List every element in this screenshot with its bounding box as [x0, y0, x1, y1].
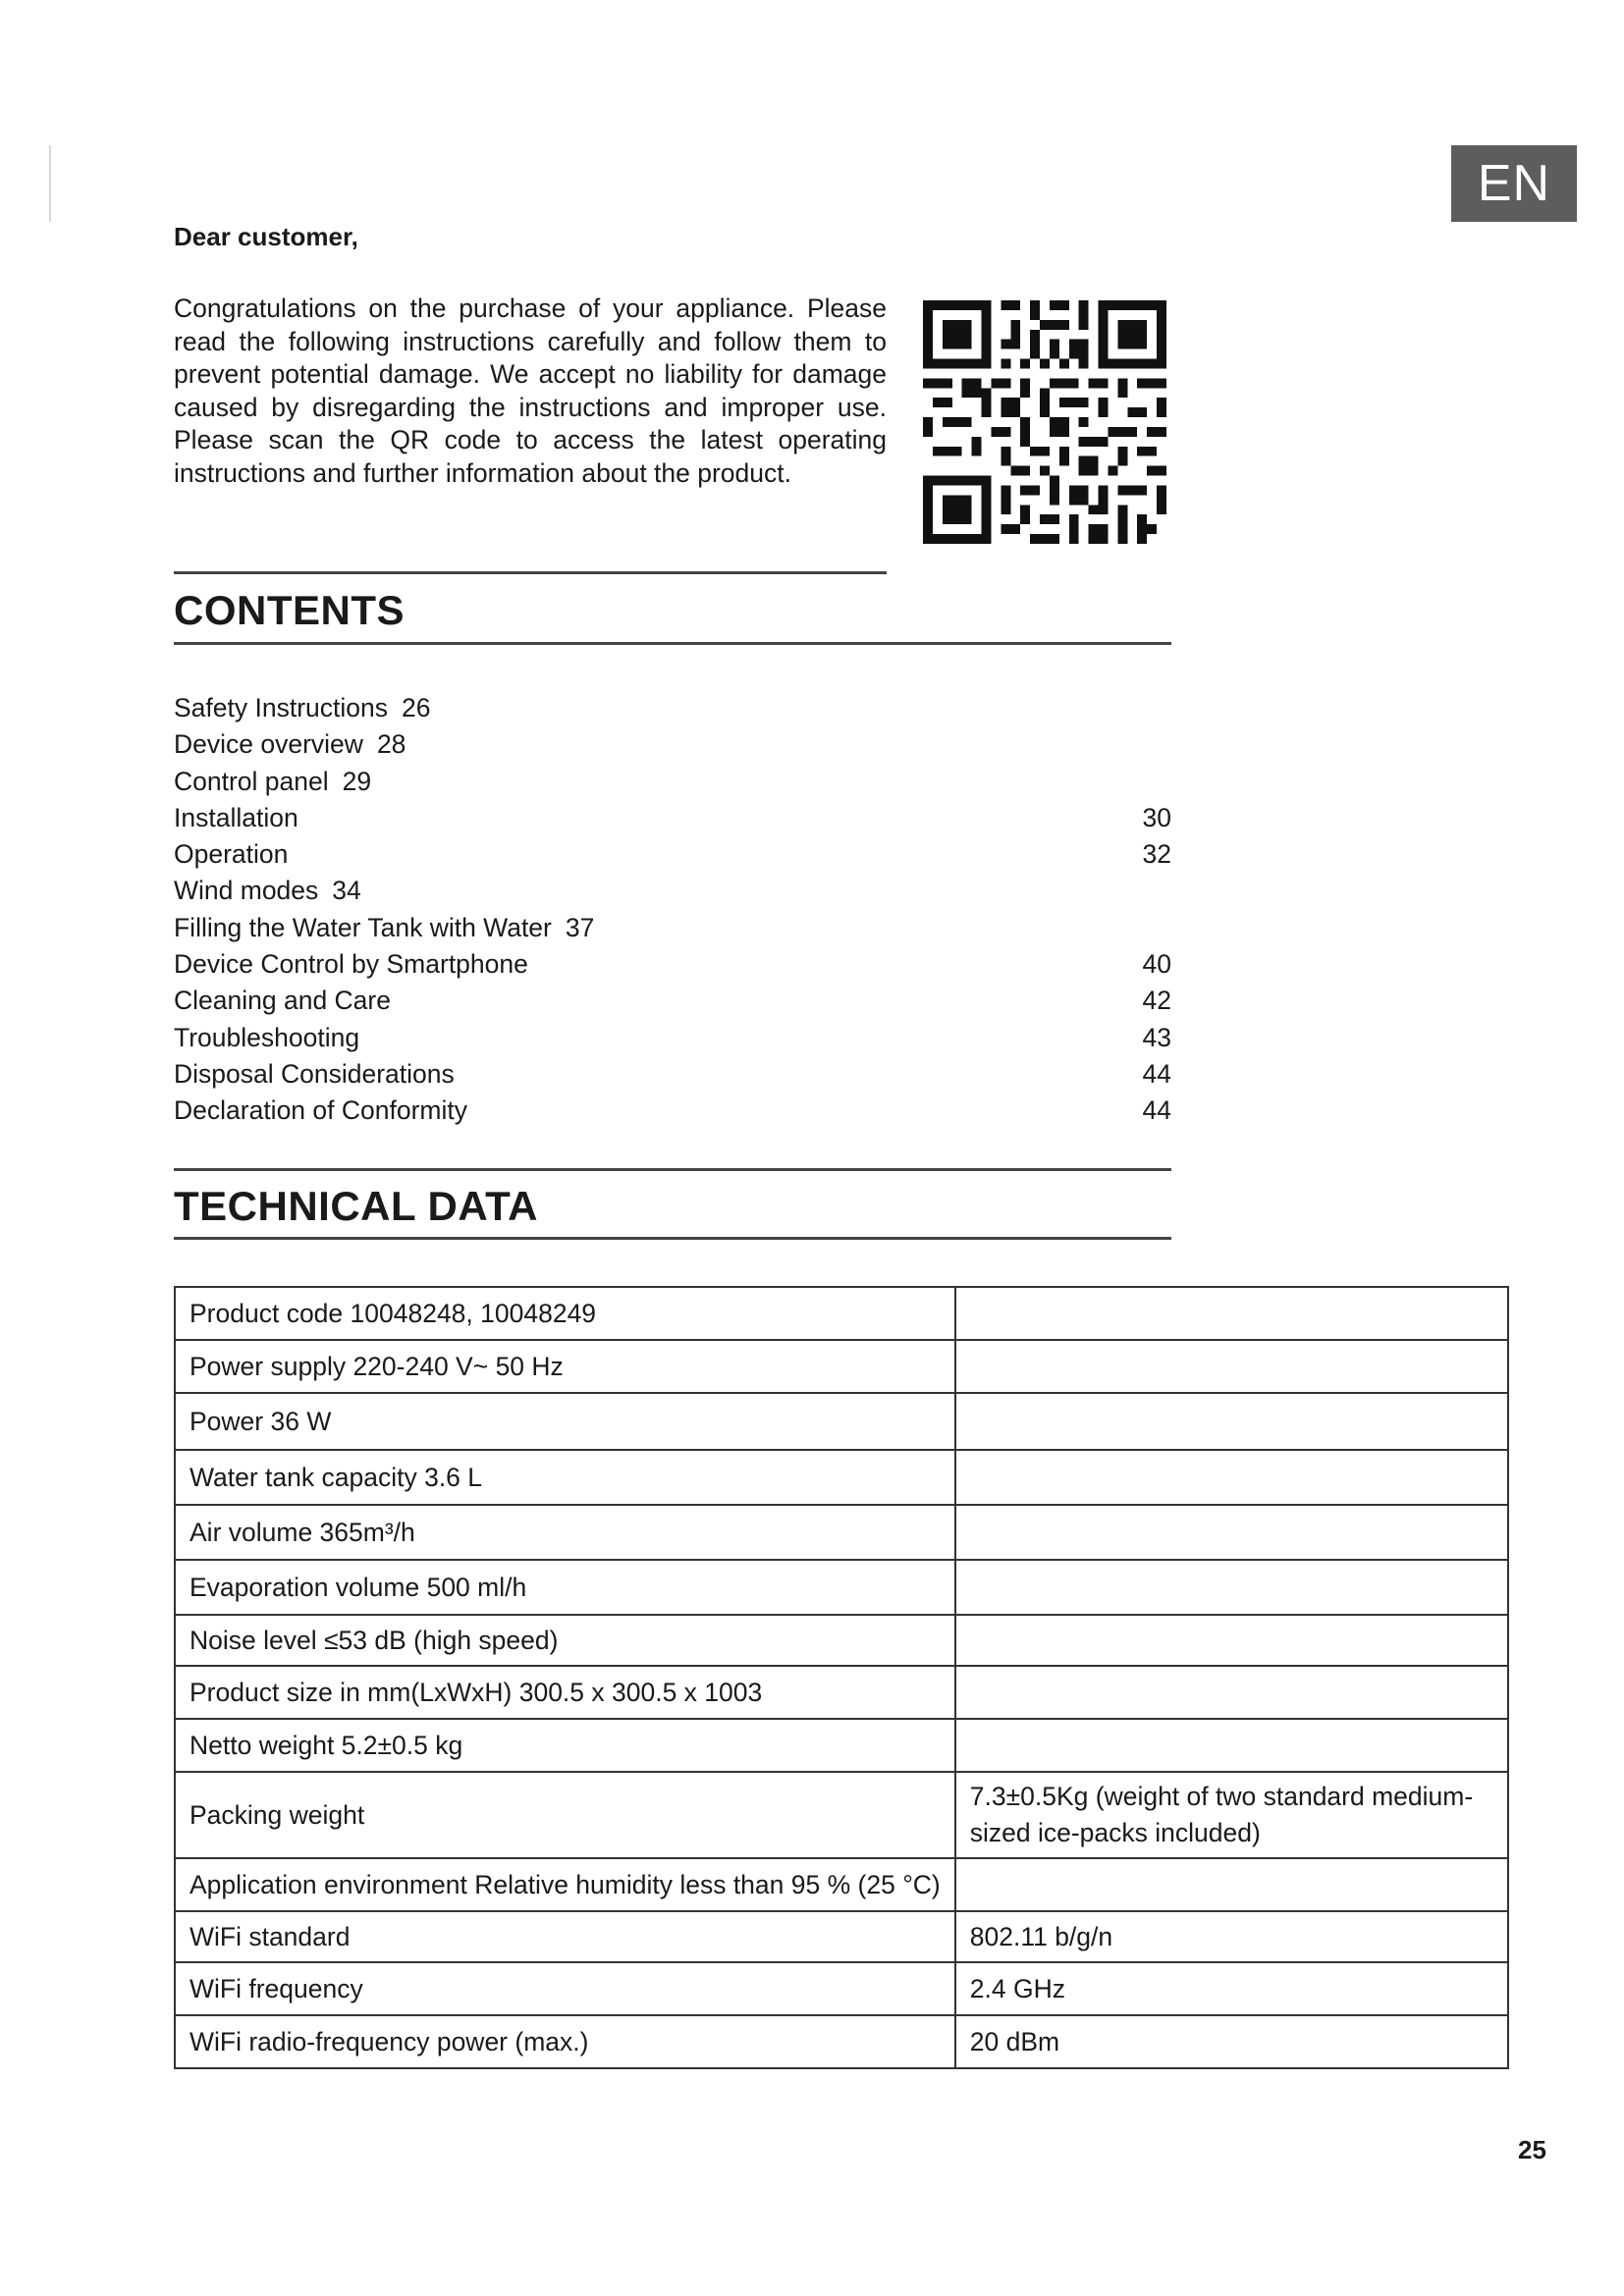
contents-title: CONTENTS	[174, 587, 405, 633]
spec-value	[955, 1615, 1508, 1666]
spec-label: Evaporation volume 500 ml/h	[175, 1560, 955, 1615]
toc-item	[174, 1093, 1171, 1129]
spec-label: Power supply 220-240 V~ 50 Hz	[175, 1340, 955, 1393]
qr-code-icon	[923, 300, 1166, 544]
language-badge: EN	[1451, 145, 1577, 222]
toc-item-page: 44	[1142, 1095, 1171, 1126]
toc-item	[174, 836, 1171, 873]
toc-item-label: Cleaning and Care	[174, 986, 391, 1016]
table-of-contents	[174, 690, 1171, 1130]
toc-item-label: Declaration of Conformity	[174, 1095, 467, 1126]
spec-value	[955, 1560, 1508, 1615]
spec-label: WiFi frequency	[175, 1962, 955, 2015]
toc-item-page: 42	[1142, 986, 1171, 1016]
divider	[174, 1168, 1171, 1171]
spec-value	[955, 1505, 1508, 1560]
toc-item	[174, 1056, 1171, 1093]
greeting: Dear customer,	[174, 222, 358, 251]
spec-label: Power 36 W	[175, 1393, 955, 1450]
spec-value	[955, 1858, 1508, 1911]
table-row	[175, 1772, 1508, 1858]
toc-item-label: Operation	[174, 839, 289, 870]
table-row	[175, 1962, 1508, 2015]
table-row	[175, 1393, 1508, 1450]
toc-item-page: 30	[1142, 802, 1171, 832]
spec-label: WiFi radio-frequency power (max.)	[175, 2015, 955, 2068]
toc-item-label: Device overview	[174, 729, 363, 760]
table-row	[175, 1450, 1508, 1505]
toc-item	[174, 946, 1171, 983]
table-row	[175, 1287, 1508, 1340]
toc-item-page: 29	[342, 766, 372, 796]
spec-label: Application environment Relative humidity less than 95 % (25 °C)	[175, 1858, 955, 1911]
toc-item-page: 40	[1142, 949, 1171, 980]
spec-value: 20 dBm	[955, 2015, 1508, 2068]
toc-item-label: Device Control by Smartphone	[174, 949, 528, 980]
technical-data-table	[174, 1286, 1509, 2069]
table-row	[175, 1719, 1508, 1772]
spec-label: Product code 10048248, 10048249	[175, 1287, 955, 1340]
spec-label: Air volume 365m³/h	[175, 1505, 955, 1560]
toc-item	[174, 1020, 1171, 1056]
toc-item-page: 34	[332, 876, 361, 906]
page-number: 25	[1518, 2135, 1546, 2164]
spec-value: 802.11 b/g/n	[955, 1911, 1508, 1962]
toc-item-label: Disposal Considerations	[174, 1058, 455, 1089]
table-row	[175, 1858, 1508, 1911]
spec-label: Product size in mm(LxWxH) 300.5 x 300.5 x 1003	[175, 1666, 955, 1719]
intro-paragraph: Congratulations on the purchase of your appliance. Please read the following instructions carefully and follow them to prevent potential damage. We accept no liability for damage caused by disregarding the instructions and improper use. Please scan the QR code to access the latest operating instructions and further information about the product.	[174, 294, 887, 488]
toc-item-page: 37	[565, 912, 595, 942]
spec-value: 2.4 GHz	[955, 1962, 1508, 2015]
toc-item-page: 43	[1142, 1022, 1171, 1052]
toc-item	[174, 690, 1171, 726]
toc-item-label: Filling the Water Tank with Water	[174, 912, 552, 942]
toc-item-page: 26	[402, 693, 431, 722]
toc-item	[174, 764, 1171, 800]
divider	[174, 1237, 1171, 1240]
spec-label: Noise level ≤53 dB (high speed)	[175, 1615, 955, 1666]
table-row	[175, 1505, 1508, 1560]
toc-item	[174, 983, 1171, 1019]
spec-label: WiFi standard	[175, 1911, 955, 1962]
toc-item-page: 32	[1142, 839, 1171, 870]
toc-item-page: 44	[1142, 1058, 1171, 1089]
table-row	[175, 2015, 1508, 2068]
spec-value	[955, 1450, 1508, 1505]
spec-value	[955, 1287, 1508, 1340]
divider	[174, 642, 1171, 645]
toc-item-label: Control panel	[174, 766, 329, 796]
table-row	[175, 1911, 1508, 1962]
toc-item-label: Troubleshooting	[174, 1022, 360, 1052]
spec-label: Water tank capacity 3.6 L	[175, 1450, 955, 1505]
toc-item-label: Wind modes	[174, 876, 319, 906]
toc-item-label: Safety Instructions	[174, 693, 388, 722]
table-row	[175, 1615, 1508, 1666]
table-row	[175, 1666, 1508, 1719]
table-row	[175, 1560, 1508, 1615]
toc-item-page: 28	[376, 729, 406, 760]
spec-label: Packing weight	[175, 1772, 955, 1858]
spec-value: 7.3±0.5Kg (weight of two standard medium-sized ice-packs included)	[955, 1772, 1508, 1858]
toc-item	[174, 873, 1171, 909]
spec-value	[955, 1393, 1508, 1450]
toc-item	[174, 910, 1171, 946]
toc-item	[174, 800, 1171, 836]
table-row	[175, 1340, 1508, 1393]
divider	[174, 571, 887, 574]
margin-rule	[49, 145, 51, 222]
toc-item	[174, 726, 1171, 763]
spec-value	[955, 1340, 1508, 1393]
technical-data-title: TECHNICAL DATA	[174, 1183, 538, 1229]
toc-item-label: Installation	[174, 802, 298, 832]
spec-value	[955, 1719, 1508, 1772]
spec-value	[955, 1666, 1508, 1719]
spec-label: Netto weight 5.2±0.5 kg	[175, 1719, 955, 1772]
